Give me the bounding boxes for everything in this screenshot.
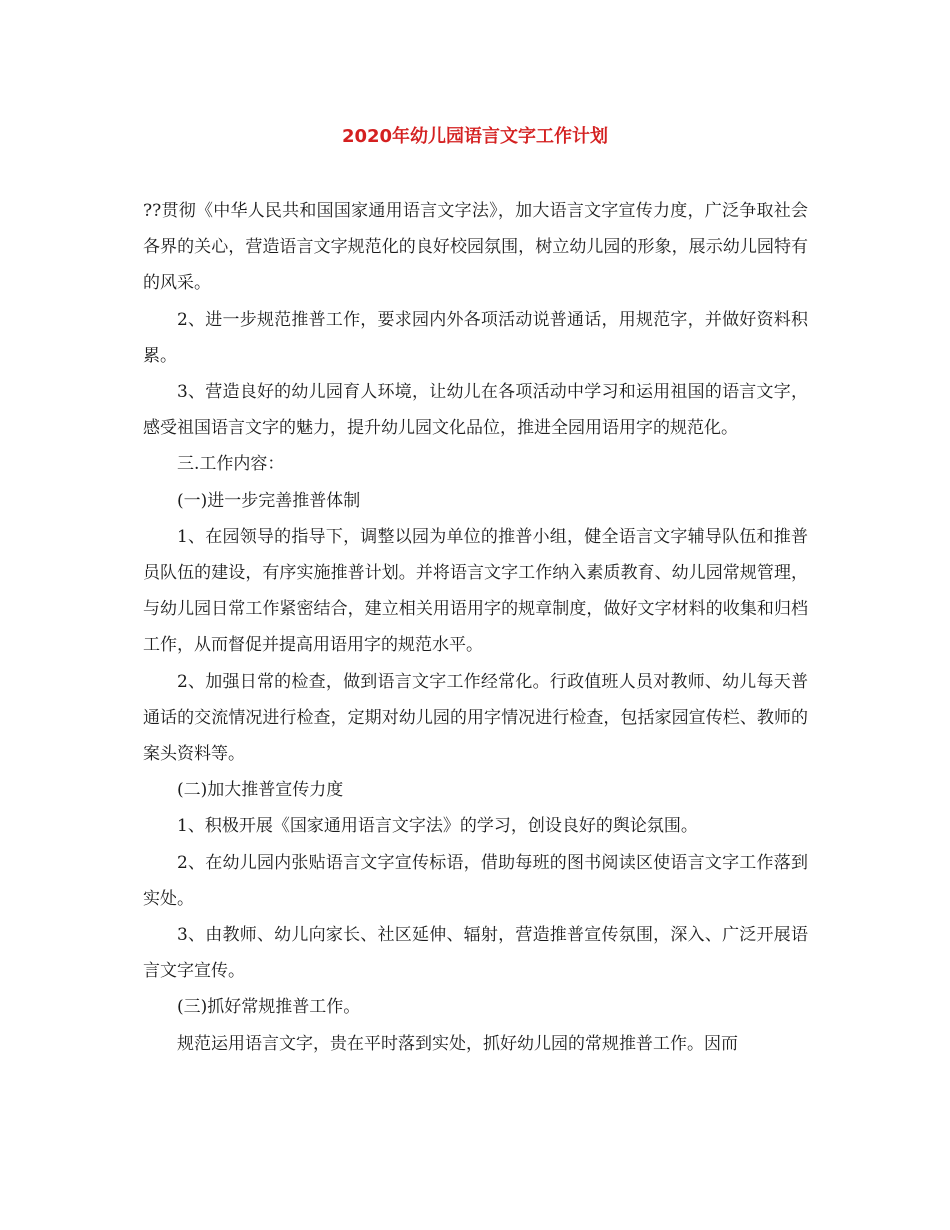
paragraph-item-2-2: 2、在幼儿园内张贴语言文字宣传标语，借助每班的图书阅读区使语言文字工作落到实处。 xyxy=(143,852,808,909)
section-heading-work-content: 三.工作内容： xyxy=(177,454,285,475)
paragraph-item-1-1: 1、在园领导的指导下，调整以园为单位的推普小组，健全语言文字辅导队伍和推普员队伍的建设，有序实施推普计划。并将语言文字工作纳入素质教育、幼儿园常规管理，与幼儿园日常工作紧密结合，建立相关用语用字的规章制度，做好文字材料的收集和归档工作，从而督促并提高用语用字的规范水平。 xyxy=(143,526,808,656)
subsection-heading-2: (二)加大推普宣传力度 xyxy=(177,780,344,801)
document-title: 2020年幼儿园语言文字工作计划 xyxy=(341,126,609,147)
paragraph-item-2-3: 3、由教师、幼儿向家长、社区延伸、辐射，营造推普宣传氛围，深入、广泛开展语言文字宣传。 xyxy=(143,925,808,982)
paragraph-item-1-2: 2、加强日常的检查，做到语言文字工作经常化。行政值班人员对教师、幼儿每天普通话的交流情况进行检查，定期对幼儿园的用字情况进行检查，包括家园宣传栏、教师的案头资料等。 xyxy=(143,671,808,765)
paragraph-goal-2: 2、进一步规范推普工作，要求园内外各项活动说普通话，用规范字，并做好资料积累。 xyxy=(143,309,808,366)
subsection-heading-3: (三)抓好常规推普工作。 xyxy=(177,997,361,1018)
paragraph-item-3-1: 规范运用语言文字，贵在平时落到实处，抓好幼儿园的常规推普工作。因而 xyxy=(177,1033,738,1054)
paragraph-item-2-1: 1、积极开展《国家通用语言文字法》的学习，创设良好的舆论氛围。 xyxy=(177,816,698,837)
paragraph-goal-3: 3、营造良好的幼儿园育人环境，让幼儿在各项活动中学习和运用祖国的语言文字，感受祖国语言文字的魅力，提升幼儿园文化品位，推进全园用语用字的规范化。 xyxy=(143,382,808,439)
subsection-heading-1: (一)进一步完善推普体制 xyxy=(177,490,361,511)
document-body xyxy=(143,193,808,1062)
paragraph-intro: ??贯彻《中华人民共和国国家通用语言文字法》，加大语言文字宣传力度，广泛争取社会各界的关心，营造语言文字规范化的良好校园氛围，树立幼儿园的形象，展示幼儿园特有的风采。 xyxy=(143,201,808,294)
